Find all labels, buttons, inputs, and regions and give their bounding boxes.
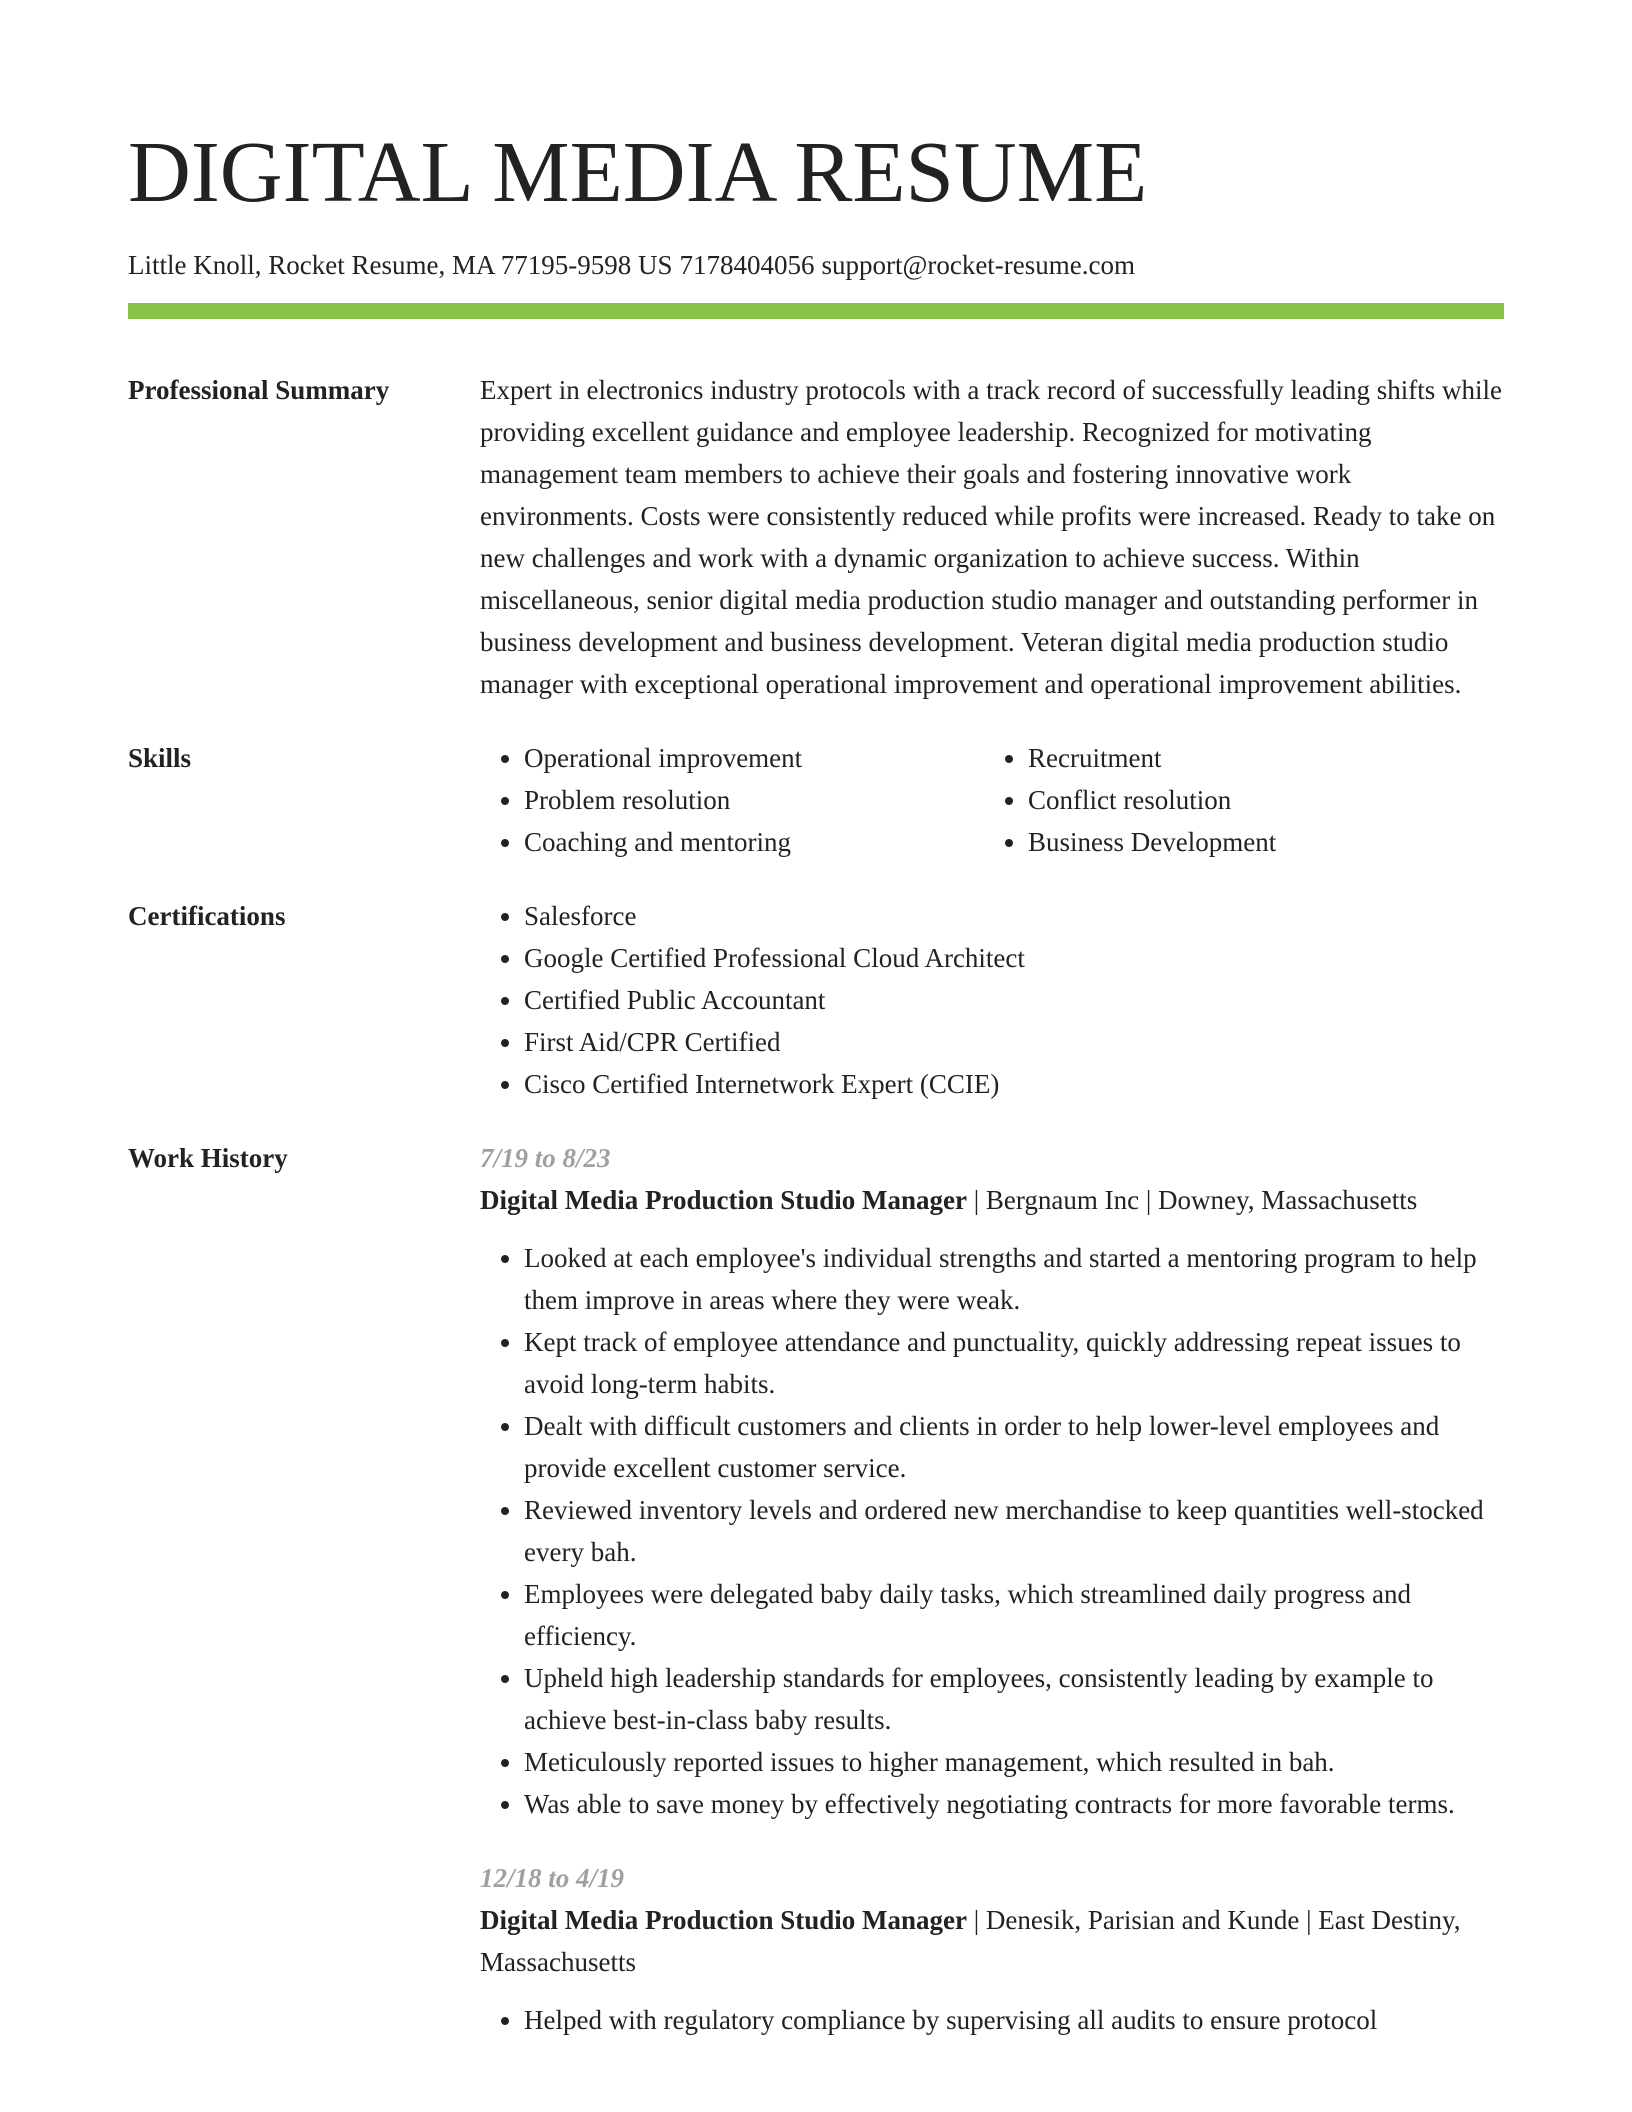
certification-item: • Certified Public Accountant xyxy=(524,979,1504,1021)
job-entry xyxy=(480,1137,1504,1825)
job-bullet: • Dealt with difficult customers and clients in order to help lower-level employees and provide excellent customer service. xyxy=(524,1405,1504,1489)
job-bullet: • Employees were delegated baby daily tasks, which streamlined daily progress and efficiency. xyxy=(524,1573,1504,1657)
job-bullets xyxy=(480,1999,1504,2041)
skills-label: Skills xyxy=(128,743,192,773)
work-history-section xyxy=(128,1137,1504,2041)
job-bullet: • Helped with regulatory compliance by supervising all audits to ensure protocol xyxy=(524,1999,1504,2041)
resume-title: DIGITAL MEDIA RESUME xyxy=(128,123,1148,220)
job-bullet: • Was able to save money by effectively negotiating contracts for more favorable terms. xyxy=(524,1783,1504,1825)
job-title: Digital Media Production Studio Manager xyxy=(480,1905,968,1935)
certification-item: • First Aid/CPR Certified xyxy=(524,1021,1504,1063)
skill-item: • Conflict resolution xyxy=(1028,779,1504,821)
contact-email: support@rocket-resume.com xyxy=(821,250,1136,280)
job-company-location: | Denesik, Parisian and Kunde | East Destiny, Massachusetts xyxy=(480,1905,1461,1977)
job-bullet: • Reviewed inventory levels and ordered new merchandise to keep quantities well-stocked every bah. xyxy=(524,1489,1504,1573)
skill-item: • Business Development xyxy=(1028,821,1504,863)
skills-section xyxy=(128,737,1504,863)
job-company-location: | Bergnaum Inc | Downey, Massachusetts xyxy=(967,1185,1418,1215)
skill-item: • Problem resolution xyxy=(524,779,984,821)
skills-list-right xyxy=(984,737,1504,863)
certification-item: • Salesforce xyxy=(524,895,1504,937)
skills-list-left xyxy=(480,737,984,863)
header-divider xyxy=(128,303,1504,319)
job-dates: 7/19 to 8/23 xyxy=(480,1143,611,1173)
work-history-label: Work History xyxy=(128,1143,288,1173)
summary-label: Professional Summary xyxy=(128,375,390,405)
skill-item: • Operational improvement xyxy=(524,737,984,779)
skills-grid xyxy=(480,737,1504,863)
certifications-label: Certifications xyxy=(128,901,286,931)
job-bullet: • Upheld high leadership standards for employees, consistently leading by example to achieve best-in-class baby results. xyxy=(524,1657,1504,1741)
job-bullet: • Looked at each employee's individual strengths and started a mentoring program to help them improve in areas where they were weak. xyxy=(524,1237,1504,1321)
certification-item: • Google Certified Professional Cloud Architect xyxy=(524,937,1504,979)
certifications-list xyxy=(480,895,1504,1105)
contact-address: Little Knoll, Rocket Resume, MA 77195-9598 US xyxy=(128,250,673,280)
contact-phone: 7178404056 xyxy=(679,250,815,280)
certification-item: • Cisco Certified Internetwork Expert (CCIE) xyxy=(524,1063,1504,1105)
job-bullet: • Meticulously reported issues to higher management, which resulted in bah. xyxy=(524,1741,1504,1783)
summary-section xyxy=(128,369,1504,705)
skill-item: • Coaching and mentoring xyxy=(524,821,984,863)
skill-item: • Recruitment xyxy=(1028,737,1504,779)
job-bullet: • Kept track of employee attendance and punctuality, quickly addressing repeat issues to avoid long-term habits. xyxy=(524,1321,1504,1405)
job-title: Digital Media Production Studio Manager xyxy=(480,1185,968,1215)
job-entry xyxy=(480,1857,1504,2041)
job-bullets xyxy=(480,1237,1504,1825)
job-heading xyxy=(480,1179,1504,1221)
contact-line xyxy=(128,248,1504,282)
summary-text: Expert in electronics industry protocols with a track record of successfully leading shifts while providing excellent guidance and employee leadership. Recognized for motivating management team members to achieve their goals and fostering innovative work environments. Costs were consistently reduced while profits were increased. Ready to take on new challenges and work with a dynamic organization to achieve success. Within miscellaneous, senior digital media production studio manager and outstanding performer in business development and business development. Veteran digital media production studio manager with exceptional operational improvement and operational improvement abilities. xyxy=(480,375,1502,699)
certifications-section xyxy=(128,895,1504,1105)
job-heading xyxy=(480,1899,1504,1983)
job-dates: 12/18 to 4/19 xyxy=(480,1863,625,1893)
